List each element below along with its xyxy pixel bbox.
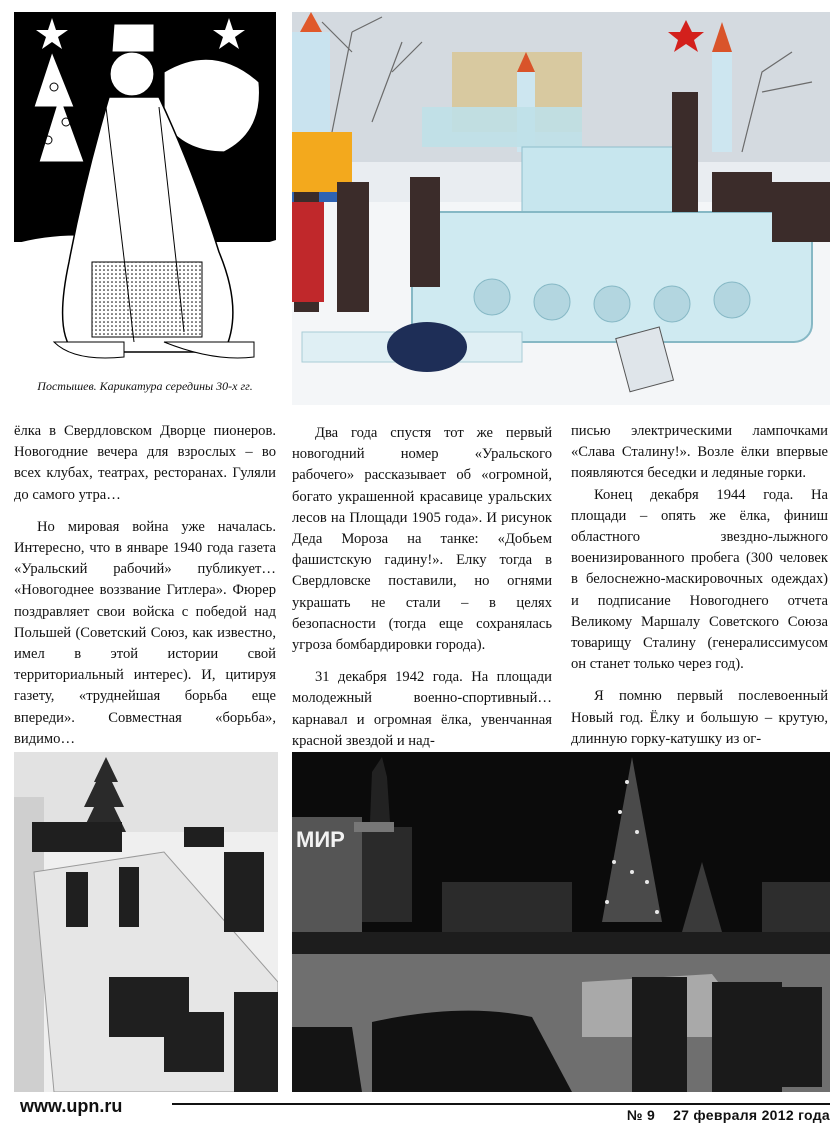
text-column-1 [14, 421, 276, 750]
issue-info [609, 1107, 830, 1123]
text-column-2 [292, 423, 552, 752]
footer-divider [172, 1103, 830, 1105]
caricature-image [14, 12, 276, 374]
ice-tank-photo [292, 12, 830, 405]
paragraph: Конец декабря 1944 года. На площади – опять же ёлка, финиш областного звездно-лыжного военизированного пробега (300 человек в белоснежно-маскировочных одеждах) и подписание Новогоднего отчета Великому Маршалу Советского Союза товарищу Сталину (генералиссимусом он станет только через год). [571, 486, 828, 673]
paragraph: Два года спустя тот же первый новогодний номер «Уральского рабочего» рассказывает об «огромной, богато украшенной красавице уральских лесов на Площади 1905 года». И рисунок Деда Мороза на танке: «Добьем фашистскую гадину!». Елку тогда в Свердловске поставили, но огнями украшать не стали – в целях безопасности (тогда еще сохранялась угроза бомбардировки города). [292, 425, 552, 654]
paragraph: писью электрическими лампочками «Слава Сталину!». Возле ёлки впервые появляются беседки и ледяные горки. [571, 423, 828, 482]
cinema-sign: МИР [296, 827, 345, 852]
site-url[interactable]: www.upn.ru [20, 1096, 123, 1116]
paragraph: Но мировая война уже началась. Интересно, что в январе 1940 года газета «Уральский рабочий» публикует… «Новогоднее воззвание Гитлера». Фюрер поздравляет свои войска с победой над Польшей (Советский Союз, как известно, имел в этой истории свой территориальный интерес). И, цитируя газету, «труднейшая борьба еще впереди». Совместная «борьба», видимо… [14, 518, 276, 747]
night-square-photo [292, 752, 830, 1092]
paragraph: 31 декабря 1942 года. На площади молодежный военно-спортивный… карнавал и огромная ёлка, увенчанная красной звездой и над- [292, 669, 552, 749]
paragraph: ёлка в Свердловском Дворце пионеров. Новогодние вечера для взрослых – во всех клубах, театрах, ресторанах. Гуляли до самого утра… [14, 423, 276, 503]
page-footer [0, 1094, 840, 1133]
image-caption: Постышев. Карикатура середины 30-х гг. [37, 379, 253, 393]
text-column-3 [571, 421, 828, 750]
ice-slide-photo [14, 752, 278, 1092]
paragraph: Я помню первый послевоенный Новый год. Ёлку и большую – крутую, длинную горку-катушку из ог- [571, 688, 828, 747]
issue-number: № 9 [626, 1107, 656, 1123]
issue-date: 27 февраля 2012 года [673, 1107, 830, 1123]
